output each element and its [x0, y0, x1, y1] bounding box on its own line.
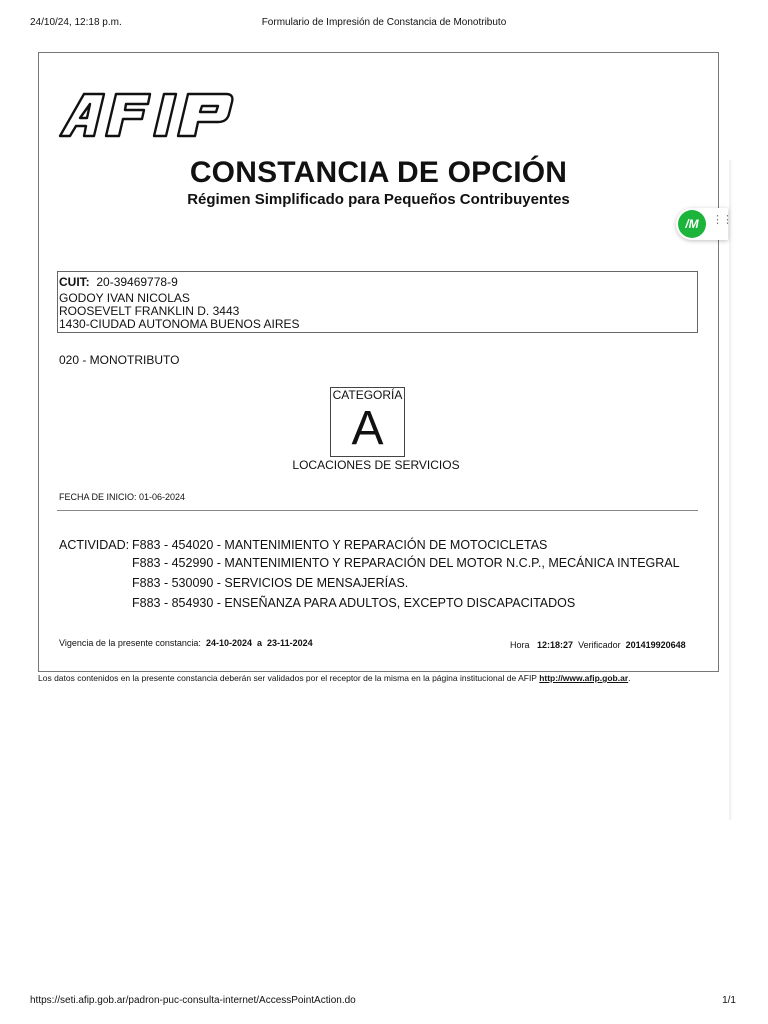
widget-logo-icon[interactable]: /M — [678, 210, 706, 238]
start-date: FECHA DE INICIO: 01-06-2024 — [59, 492, 186, 502]
print-page-title: Formulario de Impresión de Constancia de Monotributo — [261, 17, 507, 28]
verification-row — [510, 640, 686, 650]
validity-row — [59, 638, 313, 648]
activity-item: F883 - 854930 - ENSEÑANZA PARA ADULTOS, EXCEPTO DISCAPACITADOS — [132, 596, 576, 610]
cuit-label: CUIT: — [59, 275, 90, 289]
category-label: CATEGORÍA — [332, 388, 403, 402]
time-label: Hora — [510, 640, 530, 650]
note-end: . — [628, 673, 631, 683]
print-datetime: 24/10/24, 12:18 p.m. — [30, 17, 122, 28]
document-title: CONSTANCIA DE OPCIÓN — [189, 156, 568, 189]
taxpayer-name: GODOY IVAN NICOLAS — [59, 291, 190, 305]
drag-grip-icon[interactable]: ⋮⋮ — [712, 214, 732, 226]
verifier-label: Verificador — [578, 640, 621, 650]
afip-link[interactable]: http://www.afip.gob.ar — [539, 673, 629, 683]
activity-item: F883 - 530090 - SERVICIOS DE MENSAJERÍAS. — [132, 576, 409, 590]
page-edge-shadow — [729, 160, 733, 820]
validity-to: 23-11-2024 — [267, 638, 313, 648]
validity-from: 24-10-2024 — [205, 638, 252, 648]
divider — [57, 510, 698, 511]
taxpayer-address: ROOSEVELT FRANKLIN D. 3443 — [59, 304, 240, 318]
validity-label: Vigencia de la presente constancia: — [59, 638, 201, 648]
validity-sep: a — [257, 638, 263, 648]
taxpayer-city: 1430-CIUDAD AUTONOMA BUENOS AIRES — [59, 317, 300, 331]
activity-item: F883 - 454020 - MANTENIMIENTO Y REPARACIÓN DE MOTOCICLETAS — [132, 538, 548, 552]
activity-item: F883 - 452990 - MANTENIMIENTO Y REPARACIÓN DEL MOTOR N.C.P., MECÁNICA INTEGRAL — [132, 556, 680, 570]
afip-logo — [58, 92, 234, 138]
note-text: Los datos contenidos en la presente constancia deberán ser validados por el receptor de la misma en la página institucional de AFIP — [38, 673, 537, 683]
document-subtitle: Régimen Simplificado para Pequeños Contribuyentes — [187, 191, 570, 208]
page-number: 1/1 — [722, 995, 736, 1006]
category-value: A — [351, 402, 384, 455]
cuit-value: 20-39469778-9 — [96, 275, 178, 289]
regime-text: 020 - MONOTRIBUTO — [59, 353, 180, 367]
print-url: https://seti.afip.gob.ar/padron-puc-consulta-internet/AccessPointAction.do — [30, 995, 356, 1006]
cuit-row — [59, 276, 178, 289]
time-value: 12:18:27 — [537, 640, 574, 650]
verifier-value: 201419920648 — [625, 640, 686, 650]
category-description: LOCACIONES DE SERVICIOS — [292, 458, 460, 472]
floating-widget[interactable] — [676, 208, 732, 240]
activity-label: ACTIVIDAD: — [59, 538, 130, 552]
validation-note — [38, 673, 631, 683]
